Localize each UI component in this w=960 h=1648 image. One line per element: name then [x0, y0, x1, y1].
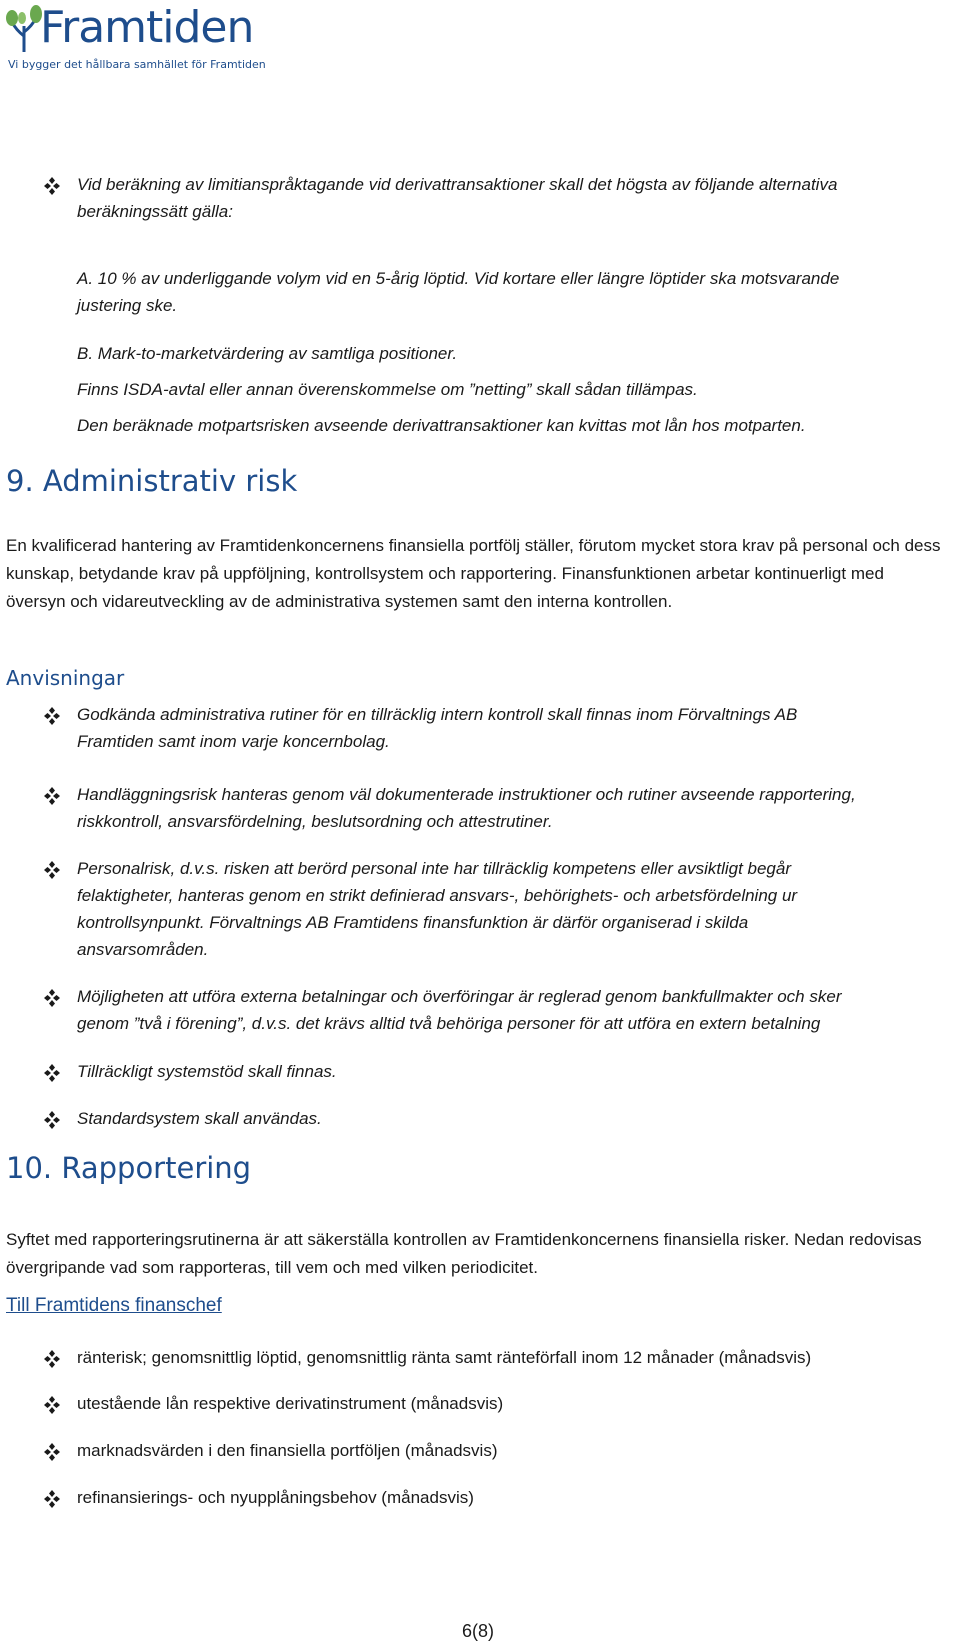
text-line: Tillräckligt systemstöd skall finnas. [77, 1062, 337, 1081]
diamond-bullet-icon [42, 174, 62, 198]
diamond-bullet-icon [42, 1440, 62, 1464]
logo-tagline: Vi bygger det hållbara samhället för Framtiden [8, 58, 266, 71]
text-line: Vid beräkning av limitianspråktagande vid derivattransaktioner skall det högsta av följande alternativa [77, 175, 838, 194]
text-line: refinansierings- och nyupplåningsbehov (månadsvis) [77, 1488, 474, 1507]
diamond-bullet-icon [42, 784, 62, 808]
text-line: Godkända administrativa rutiner för en tillräcklig intern kontroll skall finnas inom Förvaltnings AB [77, 705, 798, 724]
diamond-bullet-icon [42, 1347, 62, 1371]
section-heading: 10. Rapportering [6, 1151, 252, 1185]
text-line: Framtiden samt inom varje koncernbolag. [77, 732, 390, 751]
finanschef-link[interactable]: Till Framtidens finanschef [6, 1295, 222, 1316]
option-b-line: B. Mark-to-marketvärdering av samtliga positioner. [77, 344, 458, 363]
text-line: felaktigheter, hanteras genom en strikt definierad ansvars-, behörighets- och arbetsfördelning ur [77, 886, 798, 905]
diamond-bullet-icon [42, 1393, 62, 1417]
text-line: Personalrisk, d.v.s. risken att berörd personal inte har tillräcklig kompetens eller avsiktligt begår [77, 859, 791, 878]
logo-name: Framtiden [40, 2, 254, 53]
framtiden-logo [6, 2, 266, 74]
text-line: kontrollsynpunkt. Förvaltnings AB Framtidens finansfunktion är därför organiserad i skilda [77, 913, 749, 932]
text-line: Standardsystem skall användas. [77, 1109, 322, 1128]
diamond-bullet-icon [42, 1108, 62, 1132]
text-line: utestående lån respektive derivatinstrument (månadsvis) [77, 1394, 504, 1413]
option-a-line: A. 10 % av underliggande volym vid en 5-årig löptid. Vid kortare eller längre löptider ska motsvarande [77, 269, 840, 288]
section-heading: 9. Administrativ risk [6, 464, 298, 498]
netting-line: Den beräknade motpartsrisken avseende derivattransaktioner kan kvittas mot lån hos motparten. [77, 416, 806, 435]
text-line: beräkningssätt gälla: [77, 202, 233, 221]
text-line: ansvarsområden. [77, 940, 209, 959]
subheading: Anvisningar [6, 666, 125, 690]
isda-line: Finns ISDA-avtal eller annan överenskommelse om ”netting” skall sådan tillämpas. [77, 380, 698, 399]
text-line: Möjligheten att utföra externa betalningar och överföringar är reglerad genom bankfullmakter och sker [77, 987, 842, 1006]
text-line: genom ”två i förening”, d.v.s. det krävs alltid två behöriga personer för att utföra en extern betalning [77, 1014, 821, 1033]
page-number: 6(8) [462, 1621, 495, 1641]
diamond-bullet-icon [42, 858, 62, 882]
option-a-line: justering ske. [77, 296, 178, 315]
diamond-bullet-icon [42, 1487, 62, 1511]
diamond-bullet-icon [42, 704, 62, 728]
text-line: marknadsvärden i den finansiella portföljen (månadsvis) [77, 1441, 498, 1460]
text-line: ränterisk; genomsnittlig löptid, genomsnittlig ränta samt ränteförfall inom 12 månader (månadsvis) [77, 1348, 812, 1367]
diamond-bullet-icon [42, 1061, 62, 1085]
text-line: Handläggningsrisk hanteras genom väl dokumenterade instruktioner och rutiner avseende rapportering, [77, 785, 856, 804]
text-line: riskkontroll, ansvarsfördelning, beslutsordning och attestrutiner. [77, 812, 553, 831]
diamond-bullet-icon [42, 986, 62, 1010]
section-paragraph: Syftet med rapporteringsrutinerna är att säkerställa kontrollen av Framtidenkoncernens finansiella risker. Nedan redovisas övergripande vad som rapporteras, till vem och med vilken periodicitet. [6, 1230, 922, 1277]
section-paragraph: En kvalificerad hantering av Framtidenkoncernens finansiella portfölj ställer, förutom mycket stora krav på personal och dess kunskap, betydande krav på uppföljning, kontrollsystem och rapportering. Finansfunktionen arbetar kontinuerligt med översyn och vidareutveckling av de administrativa systemen samt den interna kontrollen. [6, 536, 941, 611]
